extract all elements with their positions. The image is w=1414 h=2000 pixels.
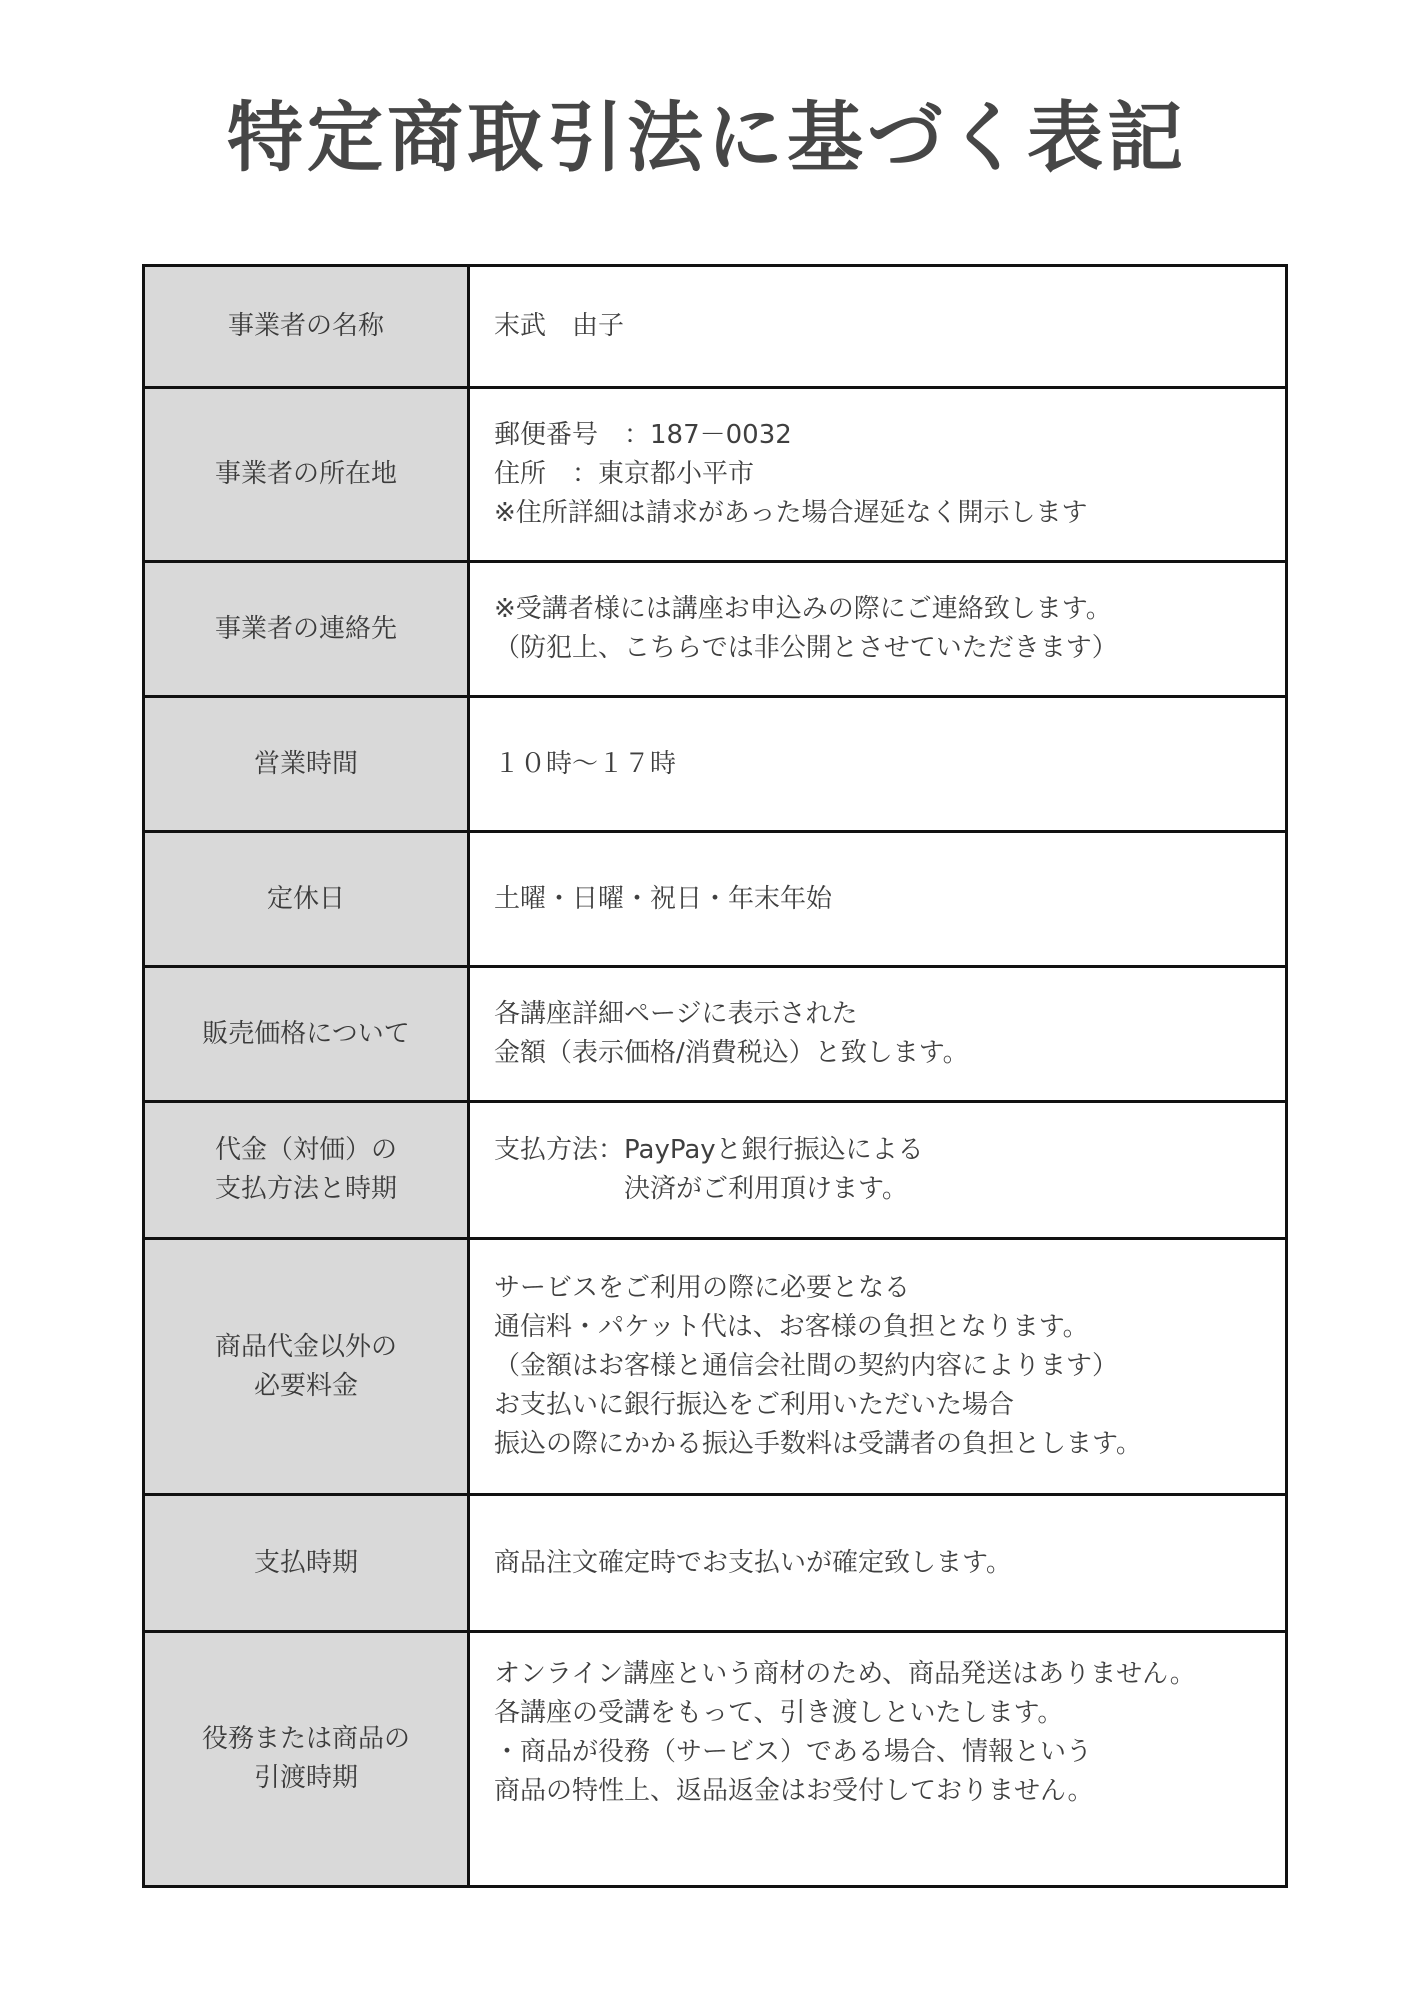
label-line: 役務または商品の: [201, 1724, 410, 1754]
value-line: 通信料・パケット代は、お客様の負担となります。: [494, 1312, 1089, 1342]
value-line: （防犯上、こちらでは非公開とさせていただきます）: [494, 633, 1118, 663]
label-line: 事業者の連絡先: [214, 613, 397, 644]
value-line: 各講座の受講をもって、引き渡しといたします。: [494, 1698, 1064, 1728]
table-row: [144, 832, 1287, 967]
disclosure-table: [142, 264, 1288, 1888]
value-line: １０時～１７時: [494, 748, 677, 779]
value-line: ・商品が役務（サービス）である場合、情報という: [494, 1737, 1093, 1767]
row-label: [144, 1495, 469, 1632]
value-line: サービスをご利用の際に必要となる: [494, 1273, 911, 1303]
table-row: [144, 1632, 1287, 1887]
row-value: [469, 832, 1287, 967]
row-label: [144, 832, 469, 967]
row-label: [144, 1632, 469, 1887]
label-line: 商品代金以外の: [214, 1331, 397, 1362]
value-line: ※受講者様には講座お申込みの際にご連絡致します。: [494, 594, 1112, 624]
value-line: 郵便番号 ：187－0032: [494, 420, 792, 450]
label-line: 支払時期: [253, 1547, 358, 1578]
row-value: [469, 1632, 1287, 1887]
value-line: 振込の際にかかる振込手数料は受講者の負担とします。: [494, 1429, 1142, 1459]
table-row: [144, 1495, 1287, 1632]
row-value: [469, 1495, 1287, 1632]
label-line: 事業者の名称: [227, 311, 384, 341]
value-line: お支払いに銀行振込をご利用いただいた場合: [494, 1390, 1015, 1420]
label-line: 販売価格について: [202, 1018, 410, 1049]
value-line: 末武 由子: [494, 311, 625, 341]
table-row: [144, 562, 1287, 697]
row-value: [469, 697, 1287, 832]
value-line: オンライン講座という商材のため、商品発送はありません。: [494, 1659, 1196, 1689]
row-value: [469, 967, 1287, 1102]
value-line: 土曜・日曜・祝日・年末年始: [494, 883, 833, 914]
row-value: [469, 1239, 1287, 1495]
row-value: [469, 266, 1287, 388]
row-value: [469, 1102, 1287, 1239]
label-line: 支払方法と時期: [214, 1174, 397, 1204]
row-label: [144, 1102, 469, 1239]
table-row: [144, 388, 1287, 562]
table-row: [144, 1239, 1287, 1495]
value-line: 商品の特性上、返品返金はお受付しておりません。: [494, 1776, 1094, 1806]
label-line: 引渡時期: [253, 1763, 358, 1793]
value-line: 商品注文確定時でお支払いが確定致します。: [494, 1547, 1012, 1578]
row-label: [144, 266, 469, 388]
row-value: [469, 388, 1287, 562]
row-label: [144, 562, 469, 697]
value-line: 決済がご利用頂けます。: [494, 1174, 908, 1204]
row-label: [144, 967, 469, 1102]
label-line: 定休日: [266, 883, 345, 914]
row-label: [144, 697, 469, 832]
label-line: 代金（対価）の: [214, 1135, 397, 1165]
value-line: 金額（表示価格/消費税込）と致します。: [494, 1038, 969, 1068]
value-line: 支払方法：PayPayと銀行振込による: [494, 1135, 924, 1165]
table-row: [144, 266, 1287, 388]
value-line: ※住所詳細は請求があった場合遅延なく開示します: [494, 498, 1088, 528]
table-row: [144, 967, 1287, 1102]
value-line: 各講座詳細ページに表示された: [494, 999, 858, 1029]
page-title: 特定商取引法に基づく表記: [227, 93, 1187, 182]
row-label: [144, 388, 469, 562]
table-row: [144, 1102, 1287, 1239]
table-row: [144, 697, 1287, 832]
label-line: 事業者の所在地: [214, 459, 397, 489]
label-line: 必要料金: [253, 1370, 358, 1401]
value-line: 住所 ：東京都小平市: [494, 459, 755, 489]
label-line: 営業時間: [253, 748, 358, 779]
value-line: （金額はお客様と通信会社間の契約内容によります）: [494, 1351, 1119, 1381]
row-label: [144, 1239, 469, 1495]
row-value: [469, 562, 1287, 697]
